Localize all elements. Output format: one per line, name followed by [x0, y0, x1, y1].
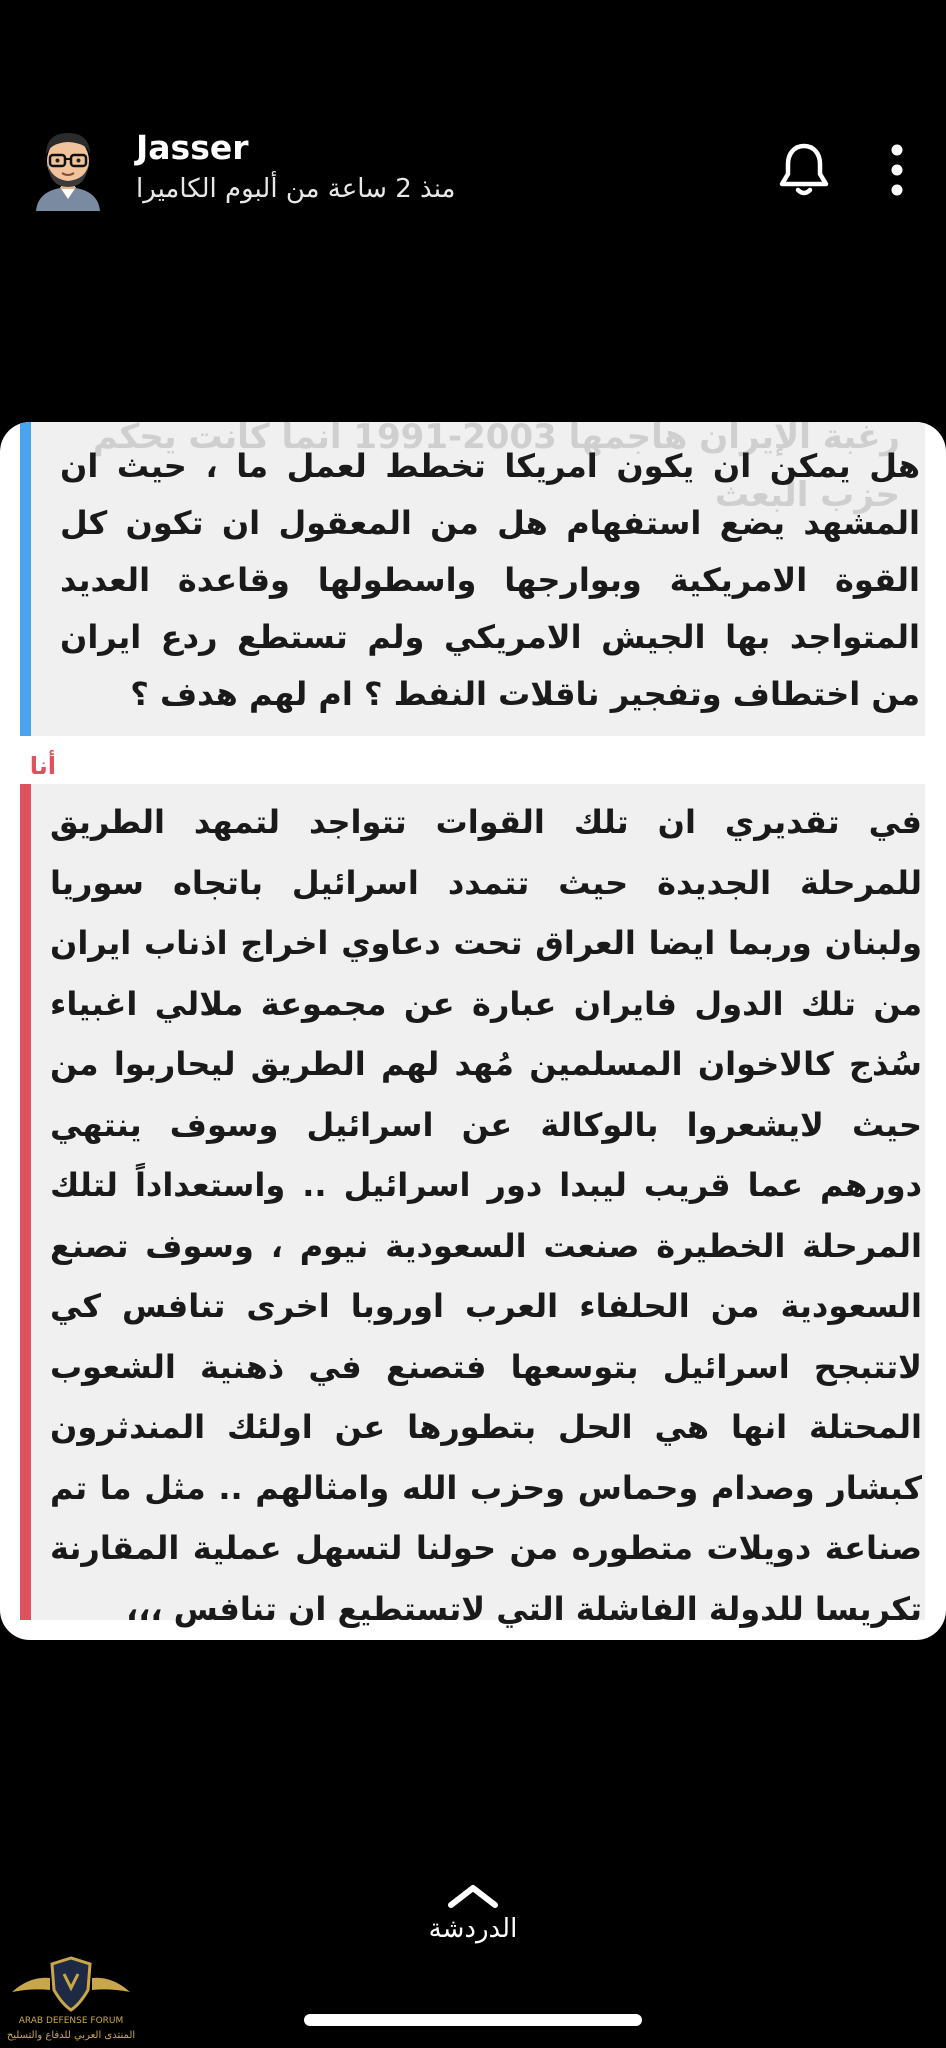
- user-name[interactable]: Jasser: [136, 128, 249, 167]
- home-indicator[interactable]: [304, 2014, 642, 2026]
- message-card: [0, 422, 946, 1640]
- more-vertical-icon[interactable]: [880, 144, 914, 196]
- quote-accent-bar: [20, 422, 31, 736]
- bitmoji-avatar-icon[interactable]: [30, 125, 106, 211]
- story-header: [0, 0, 946, 360]
- bell-icon[interactable]: [778, 140, 830, 198]
- forum-watermark-logo: [6, 1950, 136, 2046]
- quoted-message-overflow-text: رغبة الإيران هاجمها 2003-1991 انما كانت يحكم حزب البعث: [92, 422, 900, 515]
- reply-accent-bar: [20, 784, 31, 1620]
- sender-label-me: أنا: [29, 752, 56, 780]
- reply-message-text: في تقديري ان تلك القوات تتواجد لتمهد الطريق للمرحلة الجديدة حيث تتمدد اسرائيل باتجاه سوريا ولبنان وربما ايضا العراق تحت دعاوي اخراج اذناب ايران من تلك الدول فايران عبارة عن مجموعة ملالي اغبياء سُذج كالاخوان المسلمين مُهد لهم الطريق ليحاربوا من حيث لايشعروا بالوكالة عن اسرائيل وسوف ينتهي دورهم عما قريب ليبدا دور اسرائيل .. واستعداداً لتلك المرحلة الخطيرة صنعت السعودية نيوم ، وسوف تصنع السعودية من الحلفاء العرب اوروبا اخرى تنافس كي لاتتبجح اسرائيل بتوسعها فتصنع في ذهنية الشعوب المحتلة انها هي الحل بتطورها عن اولئك المندثرون كبشار وصدام وحماس وحزب الله وامثالهم .. مثل ما تم صناعة دويلات متطوره من حولنا لتسهل عملية المقارنة تكريسا للدولة الفاشلة التي لاتستطيع ان تنافس ،،،: [50, 803, 922, 1628]
- quoted-message[interactable]: [20, 422, 925, 736]
- watermark-text-en: ARAB DEFENSE FORUM: [18, 2016, 124, 2026]
- watermark-text-ar: المنتدى العربي للدفاع والتسليح: [6, 2030, 136, 2041]
- story-subtitle: منذ 2 ساعة من ألبوم الكاميرا: [136, 174, 456, 204]
- quoted-message-text: هل يمكن ان يكون امريكا تخطط لعمل ما ، حيث ان المشهد يضع استفهام هل من المعقول ان تكون كل القوة الامريكية وبوارجها واسطولها وقاعدة العديد المتواجد بها الجيش الامريكي ولم تستطع ردع ايران من اختطاف وتفجير ناقلات النفط ؟ ام لهم هدف ؟: [60, 447, 920, 713]
- chat-button-label[interactable]: الدردشة: [428, 1914, 518, 1944]
- reply-message[interactable]: [20, 784, 925, 1628]
- chevron-up-icon[interactable]: [446, 1880, 500, 1910]
